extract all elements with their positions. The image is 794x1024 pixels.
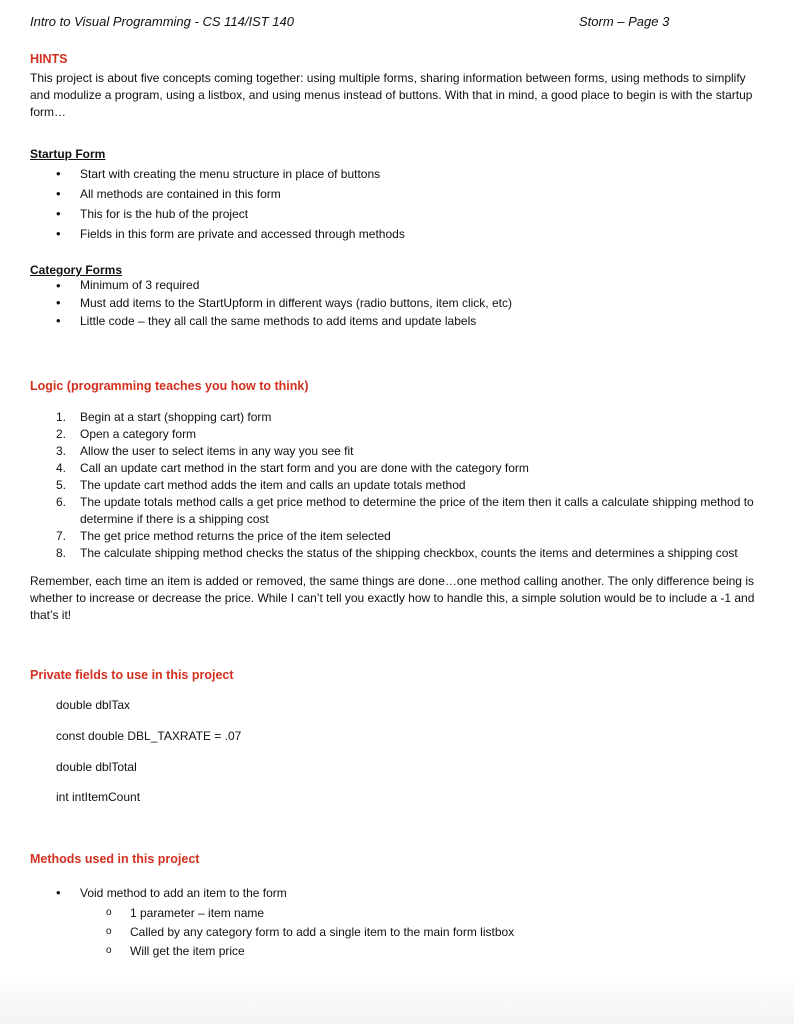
- field-declaration: double dblTax: [56, 698, 131, 712]
- list-item: o Called by any category form to add a single item to the main form listbox: [104, 923, 514, 942]
- startup-form-list: [56, 164, 405, 244]
- list-item: • Must add items to the StartUpform in different ways (radio buttons, item click, etc): [56, 294, 512, 312]
- list-item: • Void method to add an item to the form: [56, 883, 287, 903]
- step-number: 3.: [56, 444, 67, 458]
- step-number: 5.: [56, 478, 67, 492]
- list-item: [56, 545, 776, 562]
- list-item: [56, 460, 776, 477]
- remember-paragraph: Remember, each time an item is added or removed, the same things are done…one method calling another. The only difference being is whether to increase or decrease the price. While I can’t tell you exactly how to handle this, a simple solution would be to include a -1 and that’s it!: [30, 574, 755, 622]
- methods-heading: Methods used in this project: [30, 852, 200, 866]
- step-text: Call an update cart method in the start form and you are done with the category form: [80, 461, 529, 475]
- hints-paragraph: This project is about five concepts coming together: using multiple forms, sharing information between forms, using methods to simplify and modulize a program, using a listbox, and using menus instead of buttons. With that in mind, a good place to begin is with the startup form…: [30, 71, 753, 119]
- step-text: The update cart method adds the item and calls an update totals method: [80, 478, 466, 492]
- field-declaration: double dblTotal: [56, 760, 137, 774]
- list-item: • Little code – they all call the same methods to add items and update labels: [56, 312, 512, 330]
- list-item: [56, 409, 776, 426]
- step-number: 7.: [56, 529, 67, 543]
- step-text: Begin at a start (shopping cart) form: [80, 410, 272, 424]
- list-item: [56, 477, 776, 494]
- list-item: o 1 parameter – item name: [104, 904, 514, 923]
- step-number: 8.: [56, 546, 67, 560]
- step-number: 4.: [56, 461, 67, 475]
- header-course-title: Intro to Visual Programming - CS 114/IST 140: [30, 14, 294, 29]
- methods-list: [56, 883, 287, 903]
- list-item: • Minimum of 3 required: [56, 277, 512, 294]
- list-item: • Start with creating the menu structure in place of buttons: [56, 164, 405, 184]
- step-text: The update totals method calls a get price method to determine the price of the item then it calls a calculate shipping method to determine if there is a shipping cost: [80, 495, 754, 526]
- list-item: • All methods are contained in this form: [56, 184, 405, 204]
- list-item: • This for is the hub of the project: [56, 204, 405, 224]
- step-number: 1.: [56, 410, 67, 424]
- category-forms-heading: Category Forms: [30, 263, 123, 277]
- list-item: [56, 494, 776, 528]
- private-fields-heading: Private fields to use in this project: [30, 668, 234, 682]
- hints-heading: HINTS: [30, 52, 68, 66]
- logic-heading: Logic (programming teaches you how to think): [30, 379, 309, 393]
- header-page-label: Storm – Page 3: [579, 14, 670, 29]
- field-declaration: int intItemCount: [56, 790, 141, 804]
- list-item: o Will get the item price: [104, 942, 514, 961]
- logic-steps-list: [56, 409, 776, 562]
- page-bottom-shadow: [0, 974, 794, 1024]
- category-forms-list: [56, 277, 512, 330]
- startup-form-heading: Startup Form: [30, 147, 106, 161]
- field-declaration: const double DBL_TAXRATE = .07: [56, 729, 242, 743]
- step-text: Open a category form: [80, 427, 197, 441]
- step-number: 2.: [56, 427, 67, 441]
- step-text: The get price method returns the price of the item selected: [80, 529, 391, 543]
- step-number: 6.: [56, 495, 67, 509]
- step-text: The calculate shipping method checks the status of the shipping checkbox, counts the items and determines a shipping cost: [80, 546, 738, 560]
- methods-sublist: [104, 904, 514, 961]
- list-item: [56, 528, 776, 545]
- list-item: • Fields in this form are private and accessed through methods: [56, 224, 405, 244]
- list-item: [56, 443, 776, 460]
- list-item: [56, 426, 776, 443]
- step-text: Allow the user to select items in any way you see fit: [80, 444, 354, 458]
